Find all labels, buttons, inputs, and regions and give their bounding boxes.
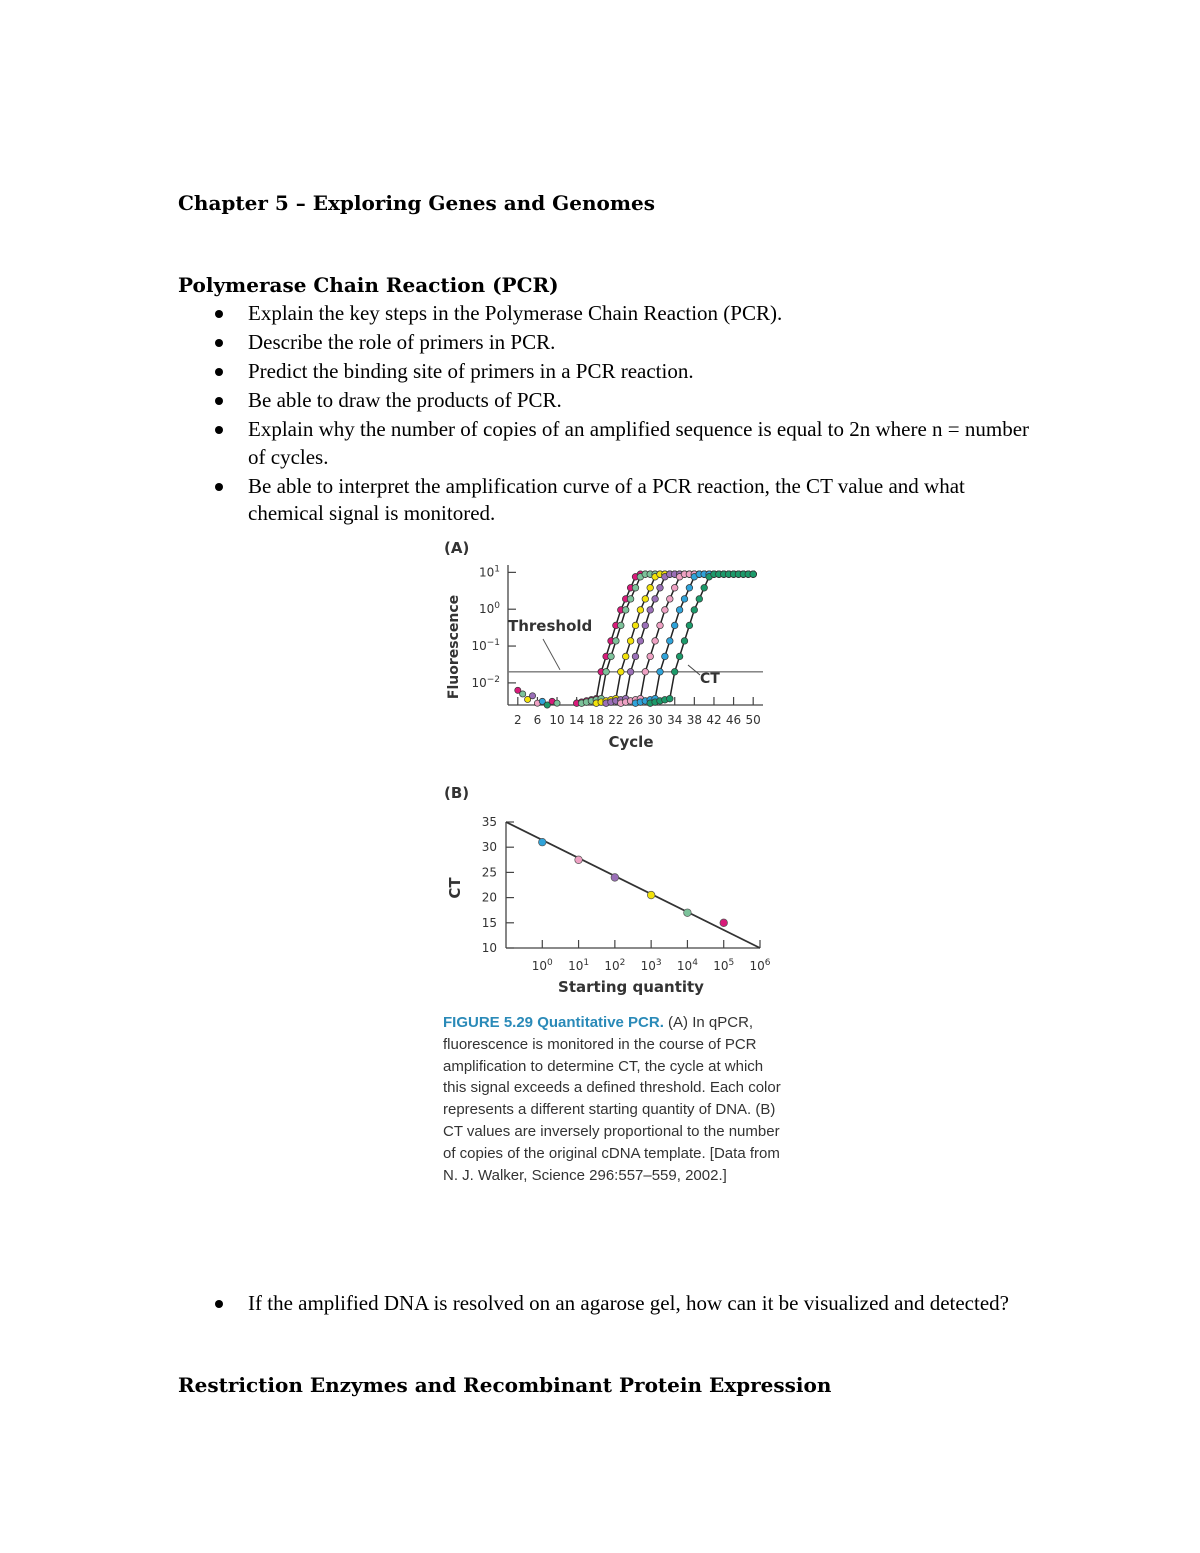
caption-label: FIGURE 5.29 Quantitative PCR. — [443, 1014, 664, 1031]
y-tick-label: 20 — [481, 890, 497, 905]
list-item: Be able to interpret the amplification curve of a PCR reaction, the CT value and what chemical signal is monitored. — [212, 473, 1032, 528]
list-item: Explain the key steps in the Polymerase Chain Reaction (PCR). — [212, 300, 1032, 328]
y-tick-label: 30 — [481, 840, 497, 855]
caption-text: (A) In qPCR, fluorescence is monitored in the course of PCR amplification to determine CT, the cycle at which this signal exceeds a defined threshold. Each color represents a different starting quantity of DNA. (B) CT values are inversely proportional to the number of copies of the original cDNA template. [Data from N. J. Walker, Science 296:557–559, 2002.] — [443, 1014, 781, 1184]
data-point-yellow — [647, 585, 654, 592]
curve-yellow — [596, 574, 753, 703]
bullet-icon — [215, 426, 223, 434]
x-tick-label: $10^2$ — [604, 958, 626, 973]
data-point-purple — [652, 596, 659, 603]
x-tick-label: 50 — [745, 713, 761, 727]
x-tick-label: 30 — [647, 713, 663, 727]
bullet-icon — [215, 483, 223, 491]
plot-area-b — [482, 815, 771, 973]
data-point-blue — [657, 669, 664, 676]
x-tick-label: $10^1$ — [568, 958, 590, 973]
data-point-blue — [671, 622, 678, 629]
data-point-green-light — [632, 585, 639, 592]
x-tick-label: 46 — [725, 713, 742, 727]
data-point-teal — [667, 695, 674, 702]
panel-b-label: (B) — [444, 784, 470, 802]
x-tick-label: 10 — [549, 713, 565, 727]
baseline-point — [554, 700, 560, 706]
data-point-teal — [671, 669, 678, 676]
data-point-yellow — [622, 653, 629, 660]
x-tick-label: $10^4$ — [676, 958, 698, 973]
x-tick-label: $10^6$ — [749, 958, 771, 973]
x-tick-label: $10^3$ — [640, 958, 662, 973]
data-point-yellow — [632, 622, 639, 629]
data-point-pink — [647, 653, 654, 660]
x-axis-label: Starting quantity — [558, 978, 704, 996]
ct-label: CT — [700, 671, 720, 687]
x-axis-label: Cycle — [608, 733, 654, 751]
y-tick-label: 15 — [481, 915, 497, 930]
data-point-teal — [701, 585, 708, 592]
data-point-pink — [642, 669, 649, 676]
x-tick-label: 2 — [513, 713, 522, 727]
y-tick-label: $10^0$ — [478, 601, 500, 617]
x-tick-label: 42 — [706, 713, 722, 727]
data-point-pink — [652, 638, 659, 645]
data-point — [647, 891, 655, 899]
data-point-green-light — [622, 607, 629, 614]
data-point-teal — [686, 622, 693, 629]
baseline-point — [520, 691, 526, 697]
list-item: If the amplified DNA is resolved on an agarose gel, how can it be visualized and detected? — [212, 1290, 1032, 1318]
chapter-heading: Chapter 5 – Exploring Genes and Genomes — [178, 191, 655, 215]
ct-vs-quantity-chart — [438, 780, 778, 1000]
data-point-pink — [667, 596, 674, 603]
data-point-blue — [662, 653, 669, 660]
data-point-yellow — [627, 638, 634, 645]
y-tick-label: 25 — [481, 865, 497, 880]
baseline-point — [529, 693, 535, 699]
data-point-purple — [637, 638, 644, 645]
ct-pointer — [688, 665, 700, 675]
data-point — [611, 874, 619, 882]
data-point-purple — [647, 607, 654, 614]
data-point-purple — [632, 653, 639, 660]
data-point-teal — [750, 571, 757, 578]
data-point — [684, 909, 692, 917]
x-tick-label: 6 — [533, 713, 542, 727]
data-point-teal — [691, 607, 698, 614]
x-tick-label: 18 — [588, 713, 604, 727]
plot-area-a — [471, 564, 763, 727]
threshold-pointer — [543, 639, 560, 670]
amplification-curve-chart — [438, 535, 778, 755]
x-tick-label: 22 — [608, 713, 624, 727]
bullet-icon — [215, 368, 223, 376]
data-point-green-light — [613, 638, 620, 645]
x-tick-label: $10^5$ — [713, 958, 735, 973]
x-tick-label: 14 — [569, 713, 585, 727]
data-point-pink — [662, 607, 669, 614]
data-point — [575, 856, 583, 864]
data-point — [720, 919, 728, 927]
data-point-pink — [657, 622, 664, 629]
data-point-green-light — [618, 622, 625, 629]
x-tick-label: 38 — [686, 713, 702, 727]
y-axis-label: CT — [446, 877, 464, 899]
y-tick-label: 10 — [481, 941, 497, 955]
data-point-blue — [686, 585, 693, 592]
list-item: Predict the binding site of primers in a PCR reaction. — [212, 358, 1032, 386]
data-point-blue — [681, 596, 688, 603]
x-tick-label: 26 — [627, 713, 644, 727]
threshold-label: Threshold — [508, 617, 593, 635]
pcr-objectives-list — [212, 300, 1032, 529]
gel-question-list — [212, 1290, 1032, 1319]
x-tick-label: 34 — [667, 713, 683, 727]
list-item: Explain why the number of copies of an amplified sequence is equal to 2n where n = number of cycles. — [212, 416, 1032, 471]
y-tick-label: $10^1$ — [478, 564, 500, 580]
data-point — [538, 838, 546, 846]
y-tick-label: $10^{-1}$ — [471, 638, 500, 654]
bullet-icon — [215, 339, 223, 347]
data-point-purple — [642, 622, 649, 629]
data-point-pink — [671, 585, 678, 592]
bullet-icon — [215, 397, 223, 405]
bullet-icon — [215, 1300, 223, 1308]
x-tick-label: $10^0$ — [531, 958, 553, 973]
figure-caption — [443, 1012, 783, 1186]
data-point-green-light — [603, 669, 610, 676]
data-point-teal — [676, 653, 683, 660]
y-axis-label: Fluorescence — [446, 594, 462, 700]
y-tick-label: 35 — [481, 815, 497, 829]
y-tick-label: $10^{-2}$ — [471, 674, 500, 690]
data-point-green-light — [608, 653, 615, 660]
data-point-purple — [627, 669, 634, 676]
data-point-teal — [681, 638, 688, 645]
restriction-section-heading: Restriction Enzymes and Recombinant Protein Expression — [178, 1373, 832, 1397]
panel-a-label: (A) — [444, 539, 470, 557]
pcr-section-heading: Polymerase Chain Reaction (PCR) — [178, 273, 559, 297]
data-point-blue — [676, 607, 683, 614]
data-point-yellow — [642, 596, 649, 603]
data-point-yellow — [618, 669, 625, 676]
bullet-icon — [215, 310, 223, 318]
list-item: Describe the role of primers in PCR. — [212, 329, 1032, 357]
list-item: Be able to draw the products of PCR. — [212, 387, 1032, 415]
data-point-blue — [667, 638, 674, 645]
data-point-purple — [657, 585, 664, 592]
data-point-yellow — [637, 607, 644, 614]
data-point-teal — [696, 596, 703, 603]
data-point-green-light — [627, 596, 634, 603]
